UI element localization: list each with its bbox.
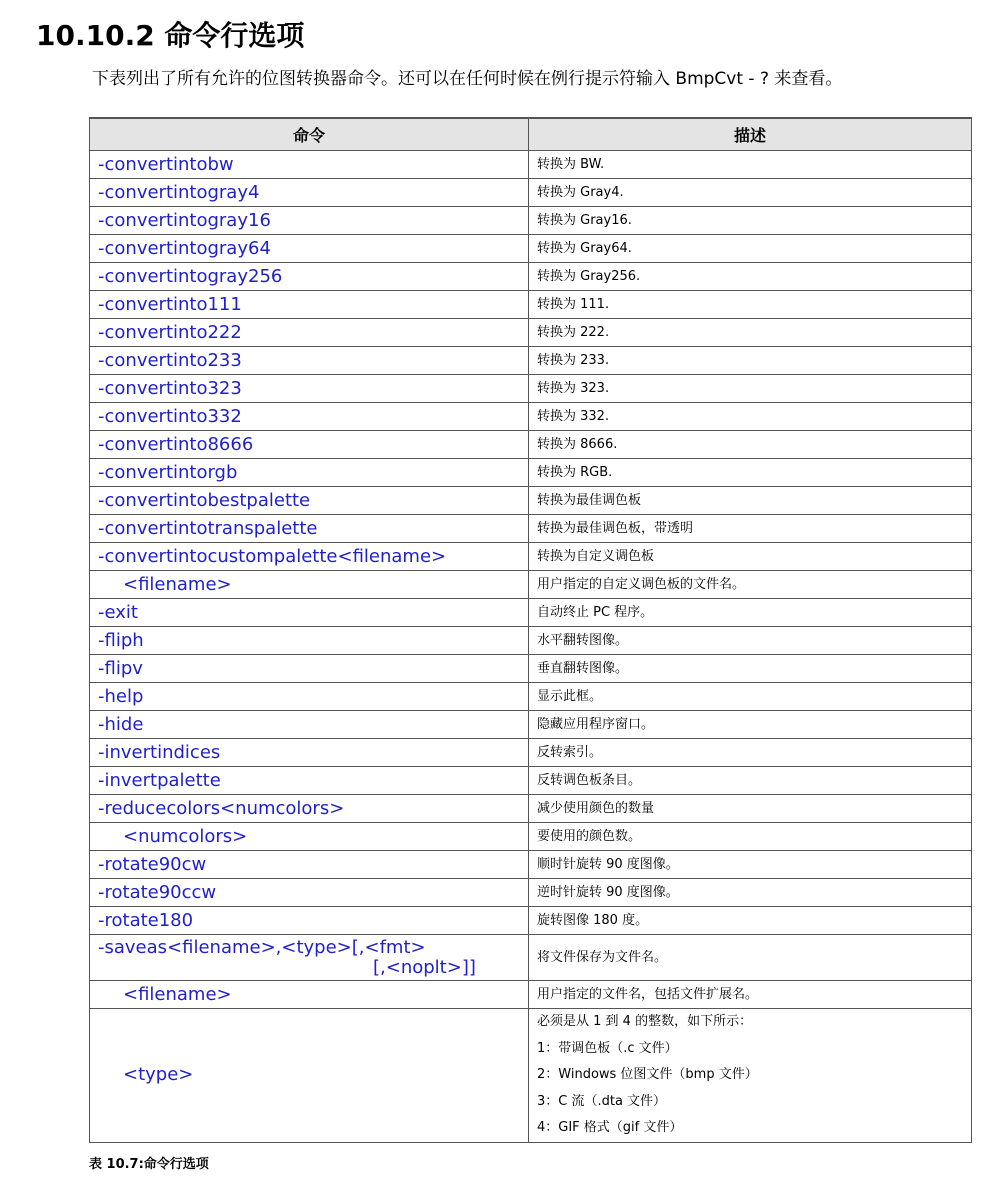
description-cell: 转换为 BW.: [529, 151, 972, 179]
table-row: [90, 403, 972, 431]
table-row: [90, 375, 972, 403]
command-cell: -rotate90ccw: [90, 879, 529, 907]
description-cell: 水平翻转图像。: [529, 627, 972, 655]
description-cell: 转换为 RGB.: [529, 459, 972, 487]
header-description: 描述: [529, 118, 972, 151]
command-cell: -convertintobw: [90, 151, 529, 179]
description-cell: 转换为 111.: [529, 291, 972, 319]
description-cell: 垂直翻转图像。: [529, 655, 972, 683]
description-cell: 转换为 8666.: [529, 431, 972, 459]
description-cell: 转换为 222.: [529, 319, 972, 347]
table-row: [90, 627, 972, 655]
command-cell: -convertinto332: [90, 403, 529, 431]
command-cell: -convertinto111: [90, 291, 529, 319]
command-cell: -invertindices: [90, 739, 529, 767]
table-row-saveas-filename: [90, 981, 972, 1009]
command-cell: -convertintogray256: [90, 263, 529, 291]
page-title: 10.10.2 命令行选项: [36, 19, 305, 52]
description-cell: 转换为 323.: [529, 375, 972, 403]
command-options-table: [89, 117, 972, 1143]
command-cell: -invertpalette: [90, 767, 529, 795]
description-cell: 转换为 Gray256.: [529, 263, 972, 291]
table-row: [90, 907, 972, 935]
command-cell: -convertintogray16: [90, 207, 529, 235]
table-row: [90, 823, 972, 851]
description-cell: 转换为最佳调色板，带透明: [529, 515, 972, 543]
table-row: [90, 655, 972, 683]
description-cell: 用户指定的自定义调色板的文件名。: [529, 571, 972, 599]
command-cell: -exit: [90, 599, 529, 627]
type-description-line: 1：带调色板（.c 文件）: [537, 1040, 678, 1056]
type-description-line: 4：GIF 格式（gif 文件）: [537, 1120, 683, 1136]
command-cell: -convertintocustompalette<filename>: [90, 543, 529, 571]
description-cell: 顺时针旋转 90 度图像。: [529, 851, 972, 879]
description-cell: 将文件保存为文件名。: [529, 935, 972, 981]
description-cell: 用户指定的文件名，包括文件扩展名。: [529, 981, 972, 1009]
description-cell: 自动终止 PC 程序。: [529, 599, 972, 627]
command-cell: -convertinto233: [90, 347, 529, 375]
command-cell: <filename>: [90, 571, 529, 599]
table-row: [90, 207, 972, 235]
command-cell: -convertinto222: [90, 319, 529, 347]
command-cell: <type>: [90, 1009, 529, 1143]
description-cell: 转换为 Gray4.: [529, 179, 972, 207]
table-row: [90, 739, 972, 767]
table-row: [90, 599, 972, 627]
header-command: 命令: [90, 118, 529, 151]
command-cell: -fliph: [90, 627, 529, 655]
intro-paragraph: 下表列出了所有允许的位图转换器命令。还可以在任何时候在例行提示符输入 BmpCvt - ? 来查看。: [92, 69, 843, 89]
description-cell: 旋转图像 180 度。: [529, 907, 972, 935]
command-cell: -convertintotranspalette: [90, 515, 529, 543]
table-row: [90, 263, 972, 291]
type-description-line: 3：C 流（.dta 文件）: [537, 1093, 667, 1109]
description-cell: 逆时针旋转 90 度图像。: [529, 879, 972, 907]
saveas-command-line2: [,<noplt>]]: [373, 956, 476, 978]
description-cell: 转换为 Gray64.: [529, 235, 972, 263]
command-cell: -convertintorgb: [90, 459, 529, 487]
command-cell: <numcolors>: [90, 823, 529, 851]
table-row: [90, 179, 972, 207]
table-row: [90, 711, 972, 739]
command-cell: [90, 935, 529, 981]
description-cell: 反转索引。: [529, 739, 972, 767]
command-cell: -convertintobestpalette: [90, 487, 529, 515]
command-cell: -flipv: [90, 655, 529, 683]
table-row: [90, 459, 972, 487]
table-row: [90, 571, 972, 599]
table-row: [90, 683, 972, 711]
table-row: [90, 879, 972, 907]
command-cell: <filename>: [90, 981, 529, 1009]
table-row: [90, 291, 972, 319]
command-cell: -convertintogray4: [90, 179, 529, 207]
description-cell: 要使用的颜色数。: [529, 823, 972, 851]
description-cell: 转换为自定义调色板: [529, 543, 972, 571]
description-cell: 转换为最佳调色板: [529, 487, 972, 515]
description-cell: 转换为 Gray16.: [529, 207, 972, 235]
command-cell: -rotate180: [90, 907, 529, 935]
table-row: [90, 851, 972, 879]
command-cell: -convertinto8666: [90, 431, 529, 459]
table-row: [90, 235, 972, 263]
table-row: [90, 347, 972, 375]
description-cell: 转换为 233.: [529, 347, 972, 375]
description-cell: 减少使用颜色的数量: [529, 795, 972, 823]
table-row-type: [90, 1009, 972, 1143]
type-description-line: 必须是从 1 到 4 的整数，如下所示：: [537, 1014, 753, 1029]
table-row: [90, 795, 972, 823]
table-row: [90, 431, 972, 459]
table-row: [90, 151, 972, 179]
table-header-row: [90, 118, 972, 151]
table-row: [90, 319, 972, 347]
table-row: [90, 515, 972, 543]
command-cell: -reducecolors<numcolors>: [90, 795, 529, 823]
saveas-command-line1: -saveas<filename>,<type>[,<fmt>: [98, 936, 426, 958]
description-cell: 转换为 332.: [529, 403, 972, 431]
table-row-saveas: [90, 935, 972, 981]
table-row: [90, 487, 972, 515]
command-cell: -convertinto323: [90, 375, 529, 403]
type-description-line: 2：Windows 位图文件（bmp 文件）: [537, 1067, 758, 1083]
command-cell: -convertintogray64: [90, 235, 529, 263]
table-row: [90, 543, 972, 571]
table-caption: 表 10.7:命令行选项: [89, 1157, 209, 1172]
command-cell: -rotate90cw: [90, 851, 529, 879]
description-cell: 显示此框。: [529, 683, 972, 711]
description-cell: 隐藏应用程序窗口。: [529, 711, 972, 739]
description-cell: 反转调色板条目。: [529, 767, 972, 795]
type-description-cell: [529, 1009, 972, 1143]
command-cell: -hide: [90, 711, 529, 739]
table-row: [90, 767, 972, 795]
command-cell: -help: [90, 683, 529, 711]
